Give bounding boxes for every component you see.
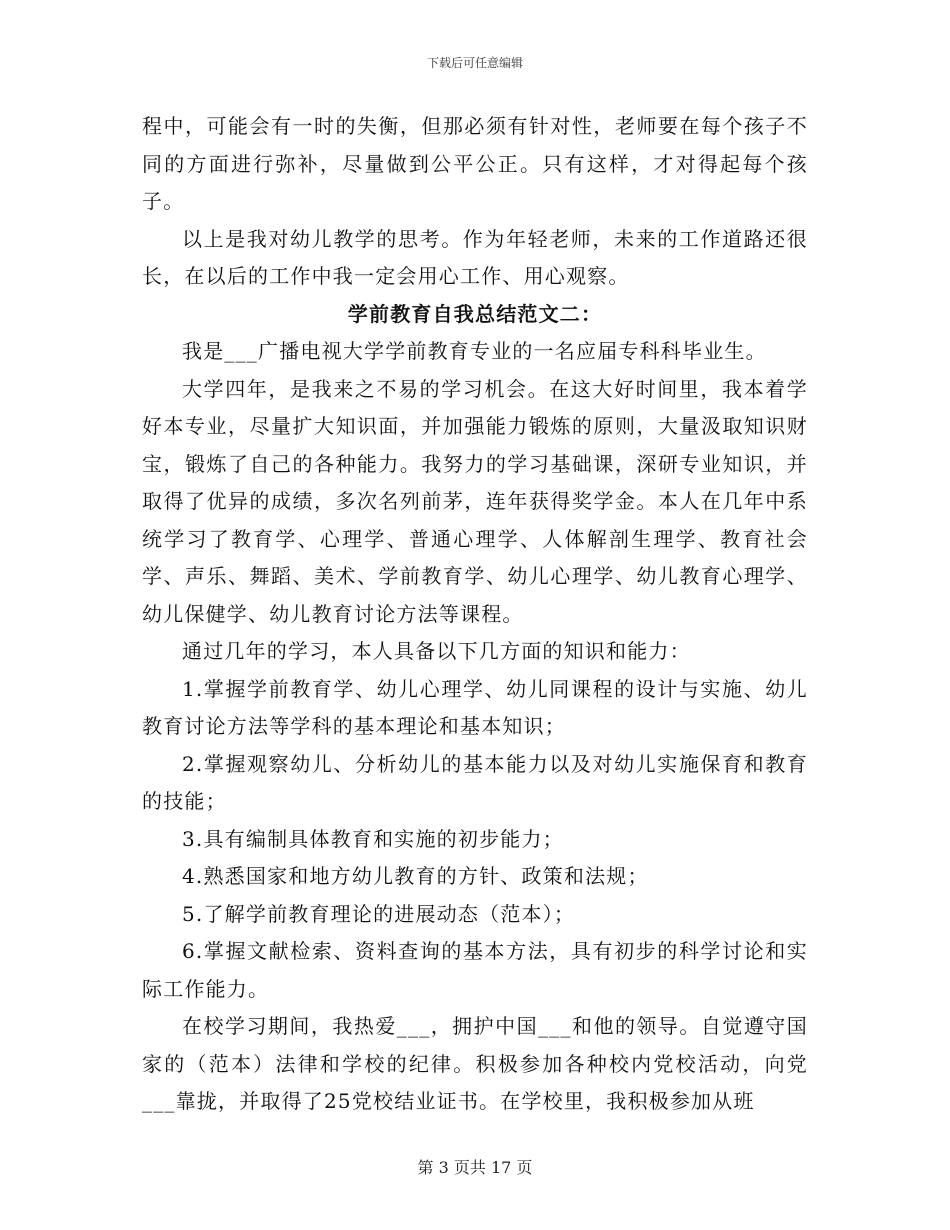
paragraph-conclusion: 以上是我对幼儿教学的思考。作为年轻老师，未来的工作道路还很长，在以后的工作中我一定会用心工作、用心观察。 bbox=[142, 226, 808, 288]
ability-item-6: 6.掌握文献检索、资料查询的基本方法，具有初步的科学讨论和实际工作能力。 bbox=[142, 939, 808, 1001]
page-number: 第 3 页共 17 页 bbox=[417, 1158, 533, 1177]
ability-item-3: 3.具有编制具体教育和实施的初步能力； bbox=[182, 826, 564, 851]
paragraph-study: 大学四年，是我来之不易的学习机会。在这大好时间里，我本着学好本专业，尽量扩大知识面，并加强能力锻炼的原则，大量汲取知识财宝，锻炼了自己的各种能力。我努力的学习基础课，深研专业知识，并取得了优异的成绩，多次名列前茅，连年获得奖学金。本人在几年中系统学习了教育学、心理学、普通心理学、人体解剖生理学、教育社会学、声乐、舞蹈、美术、学前教育学、幼儿心理学、幼儿教育心理学、幼儿保健学、幼儿教育讨论方法等课程。 bbox=[142, 376, 808, 626]
paragraph-continuation: 程中，可能会有一时的失衡，但那必须有针对性，老师要在每个孩子不同的方面进行弥补，尽量做到公平公正。只有这样，才对得起每个孩子。 bbox=[142, 114, 808, 213]
ability-item-4: 4.熟悉国家和地方幼儿教育的方针、政策和法规； bbox=[182, 864, 649, 888]
ability-item-2: 2.掌握观察幼儿、分析幼儿的基本能力以及对幼儿实施保育和教育的技能； bbox=[142, 751, 808, 813]
paragraph-school: 在校学习期间，我热爱___，拥护中国___和他的领导。自觉遵守国家的（范本）法律和学校的纪律。积极参加各种校内党校活动，向党___靠拢，并取得了25党校结业证书。在学校里，我积极参加从班 bbox=[142, 1014, 808, 1113]
section-title: 学前教育自我总结范文二： bbox=[347, 301, 603, 326]
ability-item-5: 5.了解学前教育理论的进展动态（范本）； bbox=[182, 901, 576, 926]
page-header-note: 下载后可任意编辑 bbox=[426, 56, 523, 70]
paragraph-intro: 我是___广播电视大学学前教育专业的一名应届专科科毕业生。 bbox=[182, 339, 767, 363]
paragraph-abilities-intro: 通过几年的学习，本人具备以下几方面的知识和能力： bbox=[182, 639, 691, 663]
document-body bbox=[142, 108, 808, 1121]
ability-item-1: 1.掌握学前教育学、幼儿心理学、幼儿同课程的设计与实施、幼儿教育讨论方法等学科的基本理论和基本知识； bbox=[142, 676, 808, 738]
